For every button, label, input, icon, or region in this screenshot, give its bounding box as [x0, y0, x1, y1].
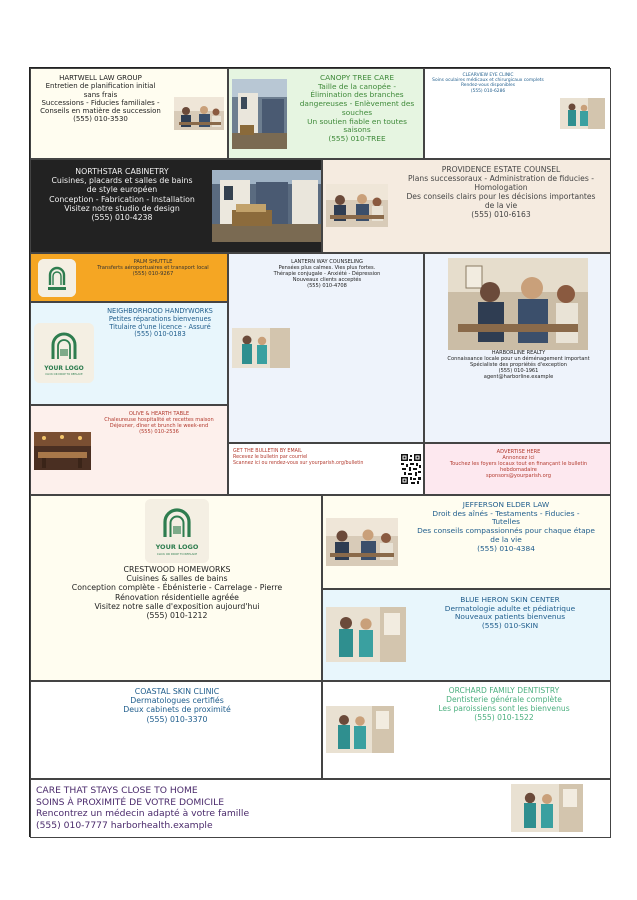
ad-line: Nouveaux patients bienvenus — [454, 612, 566, 622]
ad-line: Tutelles — [491, 517, 521, 527]
ad-headline: SOINS À PROXIMITÉ DE VOTRE DOMICILE — [36, 796, 225, 808]
ad-palm-shuttle[interactable] — [30, 253, 228, 302]
ad-phone: (555) 010-4708 — [307, 283, 347, 289]
ad-phone: (555) 010-6286 — [470, 88, 506, 94]
ad-title: GET THE BULLETIN BY EMAIL — [233, 449, 302, 454]
meeting-photo — [326, 184, 388, 227]
ad-line: Dermatologie adulte et pédiatrique — [444, 603, 576, 613]
ad-line: Dermatologues certifiés — [130, 696, 224, 706]
ad-title: LANTERN WAY COUNSELING — [291, 259, 363, 265]
logo-subtitle: CLICK OR DROP TO REPLACE — [156, 552, 198, 556]
ad-line: Pensées plus calmes. Vies plus fortes. — [278, 265, 376, 271]
ad-line: Titulaire d'une licence - Assuré — [109, 322, 211, 331]
ad-get-the-bulletin[interactable] — [228, 443, 424, 495]
ad-sheet — [29, 67, 610, 837]
clinic-photo — [326, 706, 394, 753]
logo-arch-icon — [38, 259, 76, 297]
ad-line: Transferts aéroportuaires et transport local — [97, 265, 209, 272]
ad-phone: (555) 010-1961 — [498, 368, 539, 374]
ad-line: Annoncez ici — [502, 455, 535, 461]
ad-title: COASTAL SKIN CLINIC — [134, 687, 220, 696]
ad-phone-web[interactable]: (555) 010-7777 harborhealth.example — [36, 819, 213, 831]
ad-line: Rencontrez un médecin adapté à votre famille — [36, 808, 250, 820]
meeting-photo — [326, 518, 398, 566]
ad-line: Les paroissiens sont les bienvenus — [438, 703, 570, 713]
ad-phone: (555) 010-1212 — [146, 610, 208, 620]
ad-phone: (555) 010-1522 — [474, 712, 534, 722]
restaurant-photo — [34, 432, 91, 470]
ad-line: Thérapie conjugale - Anxiété - Dépression — [273, 271, 381, 277]
ad-line: Touchez les foyers locaux tout en finançant le bulletin — [449, 461, 588, 467]
ad-line: dangereuses - Enlèvement des — [299, 99, 415, 109]
ad-line: de style européen — [86, 185, 158, 195]
ad-title: HARTWELL LAW GROUP — [59, 74, 142, 82]
logo-title: YOUR LOGO — [44, 365, 84, 372]
ad-line: Petites réparations bienvenues — [108, 314, 212, 323]
ad-harborline-realty[interactable] — [424, 253, 611, 443]
house-photo — [232, 79, 287, 149]
ad-title: CANOPY TREE CARE — [319, 73, 395, 82]
house-photo — [212, 170, 322, 242]
ad-line: sans frais — [83, 90, 118, 99]
ad-line: Recevez le bulletin par courriel — [233, 454, 308, 460]
ad-phone: (555) 010-4384 — [477, 543, 535, 553]
ad-phone: (555) 010-3370 — [146, 714, 208, 724]
ad-line: Entretien de planification initial — [45, 82, 156, 91]
ad-line: Des conseils clairs pour les décisions importantes — [406, 191, 596, 201]
clinic-photo — [511, 784, 583, 832]
ad-title: CLEARVIEW EYE CLINIC — [462, 73, 514, 78]
ad-title: PROVIDENCE ESTATE COUNSEL — [441, 165, 561, 174]
ad-jefferson-elder-law[interactable] — [322, 495, 611, 589]
ad-line: Chaleureuse hospitalité et recettes maison — [104, 417, 214, 423]
ad-phone: (555) 010-9267 — [132, 271, 174, 278]
ad-line: Droit des aînés - Testaments - Fiducies - — [432, 508, 580, 518]
ad-line: de la vie — [484, 200, 518, 210]
ad-title: JEFFERSON ELDER LAW — [462, 500, 550, 509]
ad-canopy-tree-care[interactable] — [228, 68, 424, 159]
ad-line: saisons — [343, 125, 371, 135]
meeting-photo — [174, 97, 224, 130]
ad-title: BLUE HERON SKIN CENTER — [460, 595, 560, 604]
logo-title: YOUR LOGO — [155, 543, 199, 551]
ad-line: Visitez notre studio de design — [64, 203, 180, 213]
ad-title: OLIVE & HEARTH TABLE — [128, 411, 190, 417]
meeting-photo — [448, 258, 588, 350]
ad-line: Dentisterie générale complète — [446, 694, 562, 704]
ad-blue-heron-skin-center[interactable] — [322, 589, 611, 681]
ad-line: souches — [341, 107, 373, 117]
ad-line: Des conseils compassionnés pour chaque étape — [417, 526, 595, 536]
clinic-photo — [326, 607, 406, 662]
ad-phone: (555) 010-2536 — [139, 429, 179, 435]
ad-coastal-skin-clinic[interactable] — [30, 681, 322, 779]
ad-clearview-eye-clinic[interactable] — [424, 68, 611, 159]
ad-phone: (555) 010-SKIN — [481, 621, 539, 631]
ad-line: Visitez notre salle d'exposition aujourd'hui — [94, 601, 260, 611]
ad-title: HARBORLINE REALTY — [491, 350, 546, 356]
ad-line: Successions - Fiducies familiales - — [41, 98, 160, 107]
ad-line: Connaissance locale pour un déménagement important — [447, 356, 590, 362]
ad-line: Deux cabinets de proximité — [123, 705, 231, 715]
ad-phone: (555) 010-3530 — [73, 115, 128, 124]
ad-olive-hearth-table[interactable] — [30, 405, 228, 495]
qr-code-icon[interactable] — [400, 453, 422, 485]
ad-phone: (555) 010-0183 — [134, 330, 186, 339]
ad-line: Déjeuner, dîner et brunch le week-end — [109, 423, 209, 429]
ad-line: Homologation — [474, 182, 528, 192]
ad-lantern-way-counseling[interactable] — [228, 253, 424, 443]
ad-advertise-here[interactable] — [424, 443, 611, 495]
ad-line: Conception - Fabrication - Installation — [49, 194, 195, 204]
ad-line: Conseils en matière de succession — [40, 107, 161, 115]
clinic-photo — [560, 98, 605, 129]
ad-line: Conception complète - Ébénisterie - Carrelage - Pierre — [71, 583, 283, 593]
ad-harbor-health[interactable] — [30, 779, 611, 838]
ad-title: PALM SHUTTLE — [133, 259, 173, 265]
ad-email[interactable]: sponsors@yourparish.org — [485, 473, 552, 479]
ad-line: Plans successoraux - Administration de fiducies - — [408, 173, 594, 183]
ad-orchard-family-dentistry[interactable] — [322, 681, 611, 779]
ad-line: Un soutien fiable en toutes — [307, 116, 407, 126]
ad-phone: (555) 010-TREE — [328, 134, 386, 144]
ad-hartwell-law-group[interactable] — [30, 68, 228, 159]
ad-line: Élimination des branches — [310, 90, 404, 100]
ad-line: Scannez ici ou rendez-vous sur yourparish.org/bulletin — [233, 460, 364, 466]
ad-title: ADVERTISE HERE — [496, 449, 541, 455]
ad-email[interactable]: agent@harborline.example — [483, 374, 554, 380]
ad-line: Rendez-vous disponibles — [460, 83, 516, 89]
ad-title: NEIGHBORHOOD HANDYWORKS — [107, 307, 213, 315]
ad-line: Spécialiste des propriétés d'exception — [470, 362, 567, 368]
ad-line: Cuisines, placards et salles de bains — [51, 176, 193, 186]
ad-crestwood-homeworks[interactable] — [30, 495, 322, 681]
ad-phone: (555) 010-6163 — [471, 209, 531, 219]
ad-line: Taille de la canopée - — [318, 81, 396, 91]
ad-phone: (555) 010-4238 — [91, 212, 153, 222]
ad-title: NORTHSTAR CABINETRY — [75, 167, 169, 176]
ad-neighborhood-handyworks[interactable] — [30, 302, 228, 405]
ad-headline: CARE THAT STAYS CLOSE TO HOME — [36, 785, 198, 796]
ad-line: Soins oculaires médicaux et chirurgicaux complets — [432, 78, 544, 84]
ad-title: CRESTWOOD HOMEWORKS — [123, 565, 231, 574]
ad-providence-estate-counsel[interactable] — [322, 159, 611, 253]
ad-line: Rénovation résidentielle agréée — [115, 592, 239, 602]
clinic-photo — [232, 328, 290, 368]
ad-line: de la vie — [490, 534, 522, 544]
ad-line: hebdomadaire — [500, 467, 537, 473]
logo-subtitle: CLICK OR DROP TO REPLACE — [45, 373, 83, 376]
ad-line: Cuisines & salles de bains — [126, 574, 228, 584]
ad-title: ORCHARD FAMILY DENTISTRY — [448, 686, 560, 695]
ad-northstar-cabinetry[interactable] — [30, 159, 322, 253]
ad-line: Nouveaux clients acceptés — [292, 277, 362, 283]
